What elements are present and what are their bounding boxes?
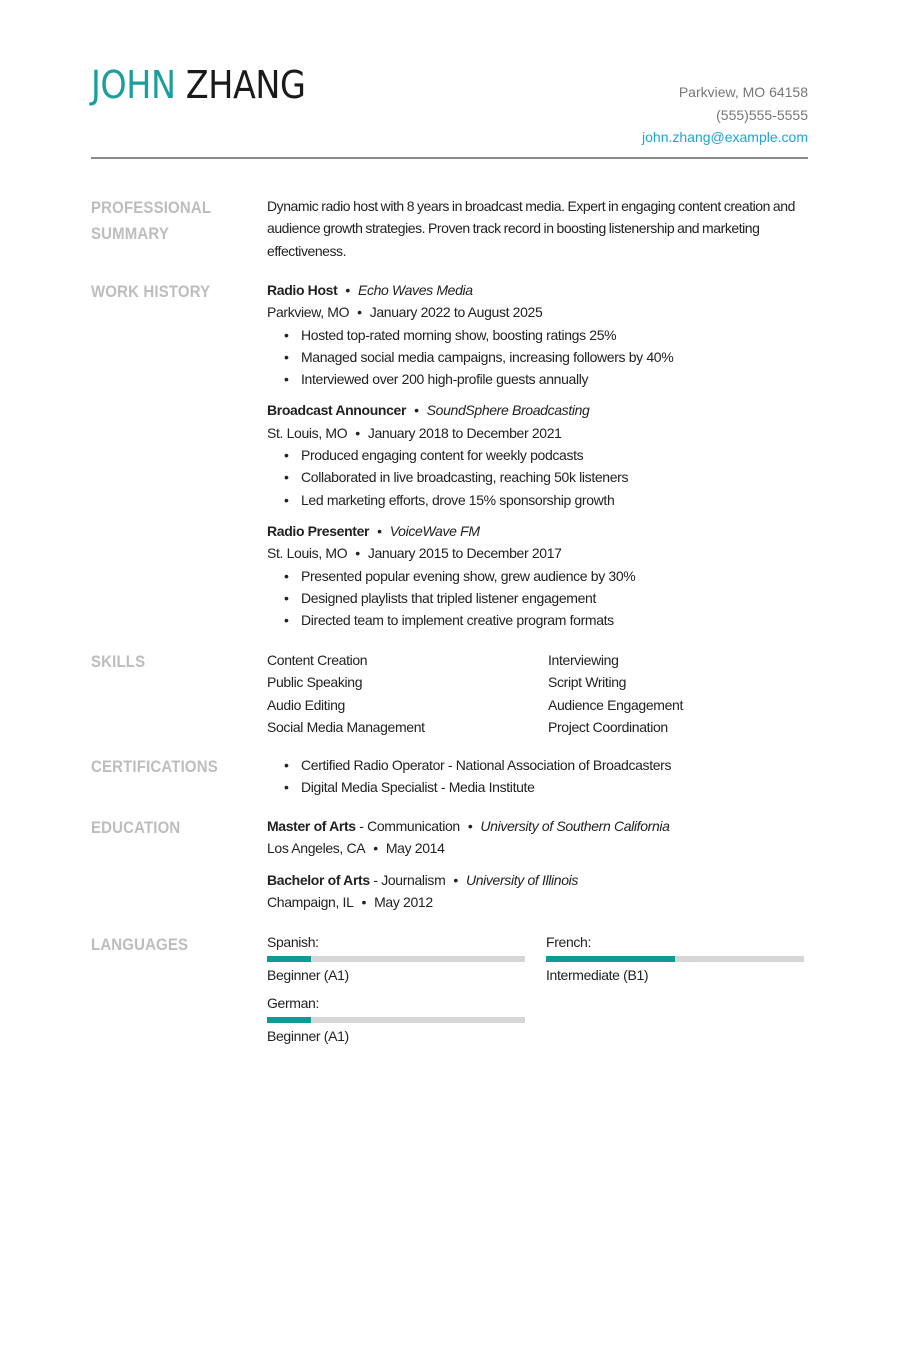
- job-bullets: [267, 565, 808, 632]
- language-item: [267, 932, 546, 985]
- school-location: Los Angeles, CA: [267, 840, 366, 857]
- section-title-work-history: WORK HISTORY: [91, 282, 211, 301]
- skill-item: Social Media Management: [267, 718, 425, 735]
- degree: Bachelor of Arts: [267, 871, 370, 888]
- job-title: Radio Host: [267, 282, 338, 298]
- contact-info: [642, 81, 808, 149]
- skill-item: Project Coordination: [548, 718, 668, 735]
- education-entry: [267, 869, 808, 914]
- section-title-languages: LANGUAGES: [91, 935, 189, 954]
- skill-item: Audio Editing: [267, 696, 345, 713]
- skill-item: Content Creation: [267, 652, 368, 668]
- section-title-line: PROFESSIONAL: [91, 198, 212, 217]
- separator-dot: •: [345, 282, 350, 298]
- language-level: Beginner (A1): [267, 1028, 349, 1044]
- first-name: JOHN: [91, 63, 176, 107]
- separator-dot: •: [357, 304, 362, 321]
- separator-dot: •: [453, 871, 458, 888]
- address: Parkview, MO 64158: [678, 84, 808, 100]
- summary-text: Dynamic radio host with 8 years in broadcast media. Expert in engaging content creation and audience growth strategies. Proven track record in boosting listenership and marketing effectiveness.: [267, 198, 795, 259]
- proficiency-bar: [546, 956, 804, 962]
- job-title: Radio Presenter: [267, 522, 370, 539]
- job-dates: January 2022 to August 2025: [369, 304, 543, 321]
- resume-page: [91, 0, 808, 1044]
- resume-header: [91, 0, 808, 160]
- separator-dot: •: [467, 818, 473, 834]
- job-dates: January 2018 to December 2021: [367, 424, 562, 441]
- job-dates: January 2015 to December 2017: [367, 545, 562, 562]
- job-bullets: [267, 324, 808, 391]
- separator-dot: •: [373, 840, 378, 857]
- section-title-certifications: CERTIFICATIONS: [91, 757, 218, 776]
- phone: (555)555-5555: [716, 106, 808, 123]
- separator-dot: •: [355, 545, 360, 562]
- school-location: Champaign, IL: [267, 893, 354, 910]
- job-entry: [267, 520, 808, 631]
- separator-dot: •: [355, 424, 360, 441]
- bullet-item: • Managed social media campaigns, increasing followers by 40%: [301, 346, 808, 368]
- job-location: St. Louis, MO: [267, 545, 348, 562]
- separator-dot: •: [377, 522, 382, 539]
- job-location: Parkview, MO: [267, 304, 350, 321]
- bullet-item: • Interviewed over 200 high-profile guests annually: [301, 368, 808, 390]
- skill-item: Audience Engagement: [548, 696, 684, 713]
- skills-body: [267, 649, 808, 738]
- education-entry: [267, 815, 808, 860]
- company-name: SoundSphere Broadcasting: [426, 402, 590, 419]
- field-of-study: - Communication: [355, 818, 460, 834]
- graduation-date: May 2014: [385, 840, 445, 857]
- job-title: Broadcast Announcer: [267, 402, 407, 419]
- separator-dot: •: [414, 402, 419, 419]
- separator-dot: •: [361, 893, 367, 910]
- languages-body: [267, 932, 808, 1046]
- bullet-item: • Presented popular evening show, grew audience by 30%: [301, 565, 808, 587]
- language-level: Intermediate (B1): [546, 967, 649, 983]
- proficiency-bar-fill: [267, 956, 311, 962]
- skill-item: Interviewing: [548, 652, 619, 668]
- bullet-item: • Led marketing efforts, drove 15% sponsorship growth: [301, 489, 808, 511]
- email-link[interactable]: john.zhang@example.com: [642, 129, 808, 145]
- field-of-study: - Journalism: [369, 871, 446, 888]
- languages-grid: [267, 932, 808, 1046]
- job-entry: [267, 279, 808, 390]
- certification-item: • Digital Media Specialist - Media Institute: [301, 776, 808, 798]
- summary-body: [267, 195, 808, 262]
- bullet-item: • Directed team to implement creative program formats: [301, 609, 808, 631]
- job-bullets: [267, 444, 808, 511]
- candidate-name: [91, 62, 305, 108]
- header-divider: [91, 157, 808, 159]
- language-name: Spanish:: [267, 934, 319, 950]
- school-name: University of Southern California: [480, 818, 670, 834]
- skill-item: Script Writing: [548, 674, 627, 691]
- skills-grid: [267, 649, 808, 738]
- company-name: Echo Waves Media: [357, 282, 473, 298]
- certification-item: • Certified Radio Operator - National Association of Broadcasters: [301, 754, 808, 776]
- section-title-skills: SKILLS: [91, 652, 146, 671]
- proficiency-bar: [267, 956, 525, 962]
- job-location: St. Louis, MO: [267, 424, 348, 441]
- bullet-item: • Hosted top-rated morning show, boosting ratings 25%: [301, 324, 808, 346]
- language-item: [267, 993, 546, 1046]
- school-name: University of Illinois: [465, 871, 579, 888]
- language-level: Beginner (A1): [267, 967, 349, 983]
- work-history-body: [267, 279, 808, 640]
- language-name: French:: [546, 934, 592, 950]
- proficiency-bar-fill: [267, 1017, 311, 1023]
- bullet-item: • Collaborated in live broadcasting, reaching 50k listeners: [301, 466, 808, 488]
- proficiency-bar: [267, 1017, 525, 1023]
- education-body: [267, 815, 808, 922]
- certification-list: [267, 754, 808, 799]
- bullet-item: • Produced engaging content for weekly podcasts: [301, 444, 808, 466]
- company-name: VoiceWave FM: [389, 522, 480, 539]
- degree: Master of Arts: [267, 818, 356, 834]
- section-title-line: SUMMARY: [91, 224, 169, 243]
- last-name: ZHANG: [185, 63, 306, 107]
- section-title-summary: [91, 195, 223, 247]
- proficiency-bar-fill: [546, 956, 675, 962]
- job-entry: [267, 399, 808, 510]
- skill-item: Public Speaking: [267, 674, 363, 691]
- language-name: German:: [267, 995, 320, 1011]
- graduation-date: May 2012: [374, 893, 433, 910]
- section-title-education: EDUCATION: [91, 818, 181, 837]
- bullet-item: • Designed playlists that tripled listener engagement: [301, 587, 808, 609]
- language-item: [546, 932, 806, 985]
- certifications-body: [267, 754, 808, 799]
